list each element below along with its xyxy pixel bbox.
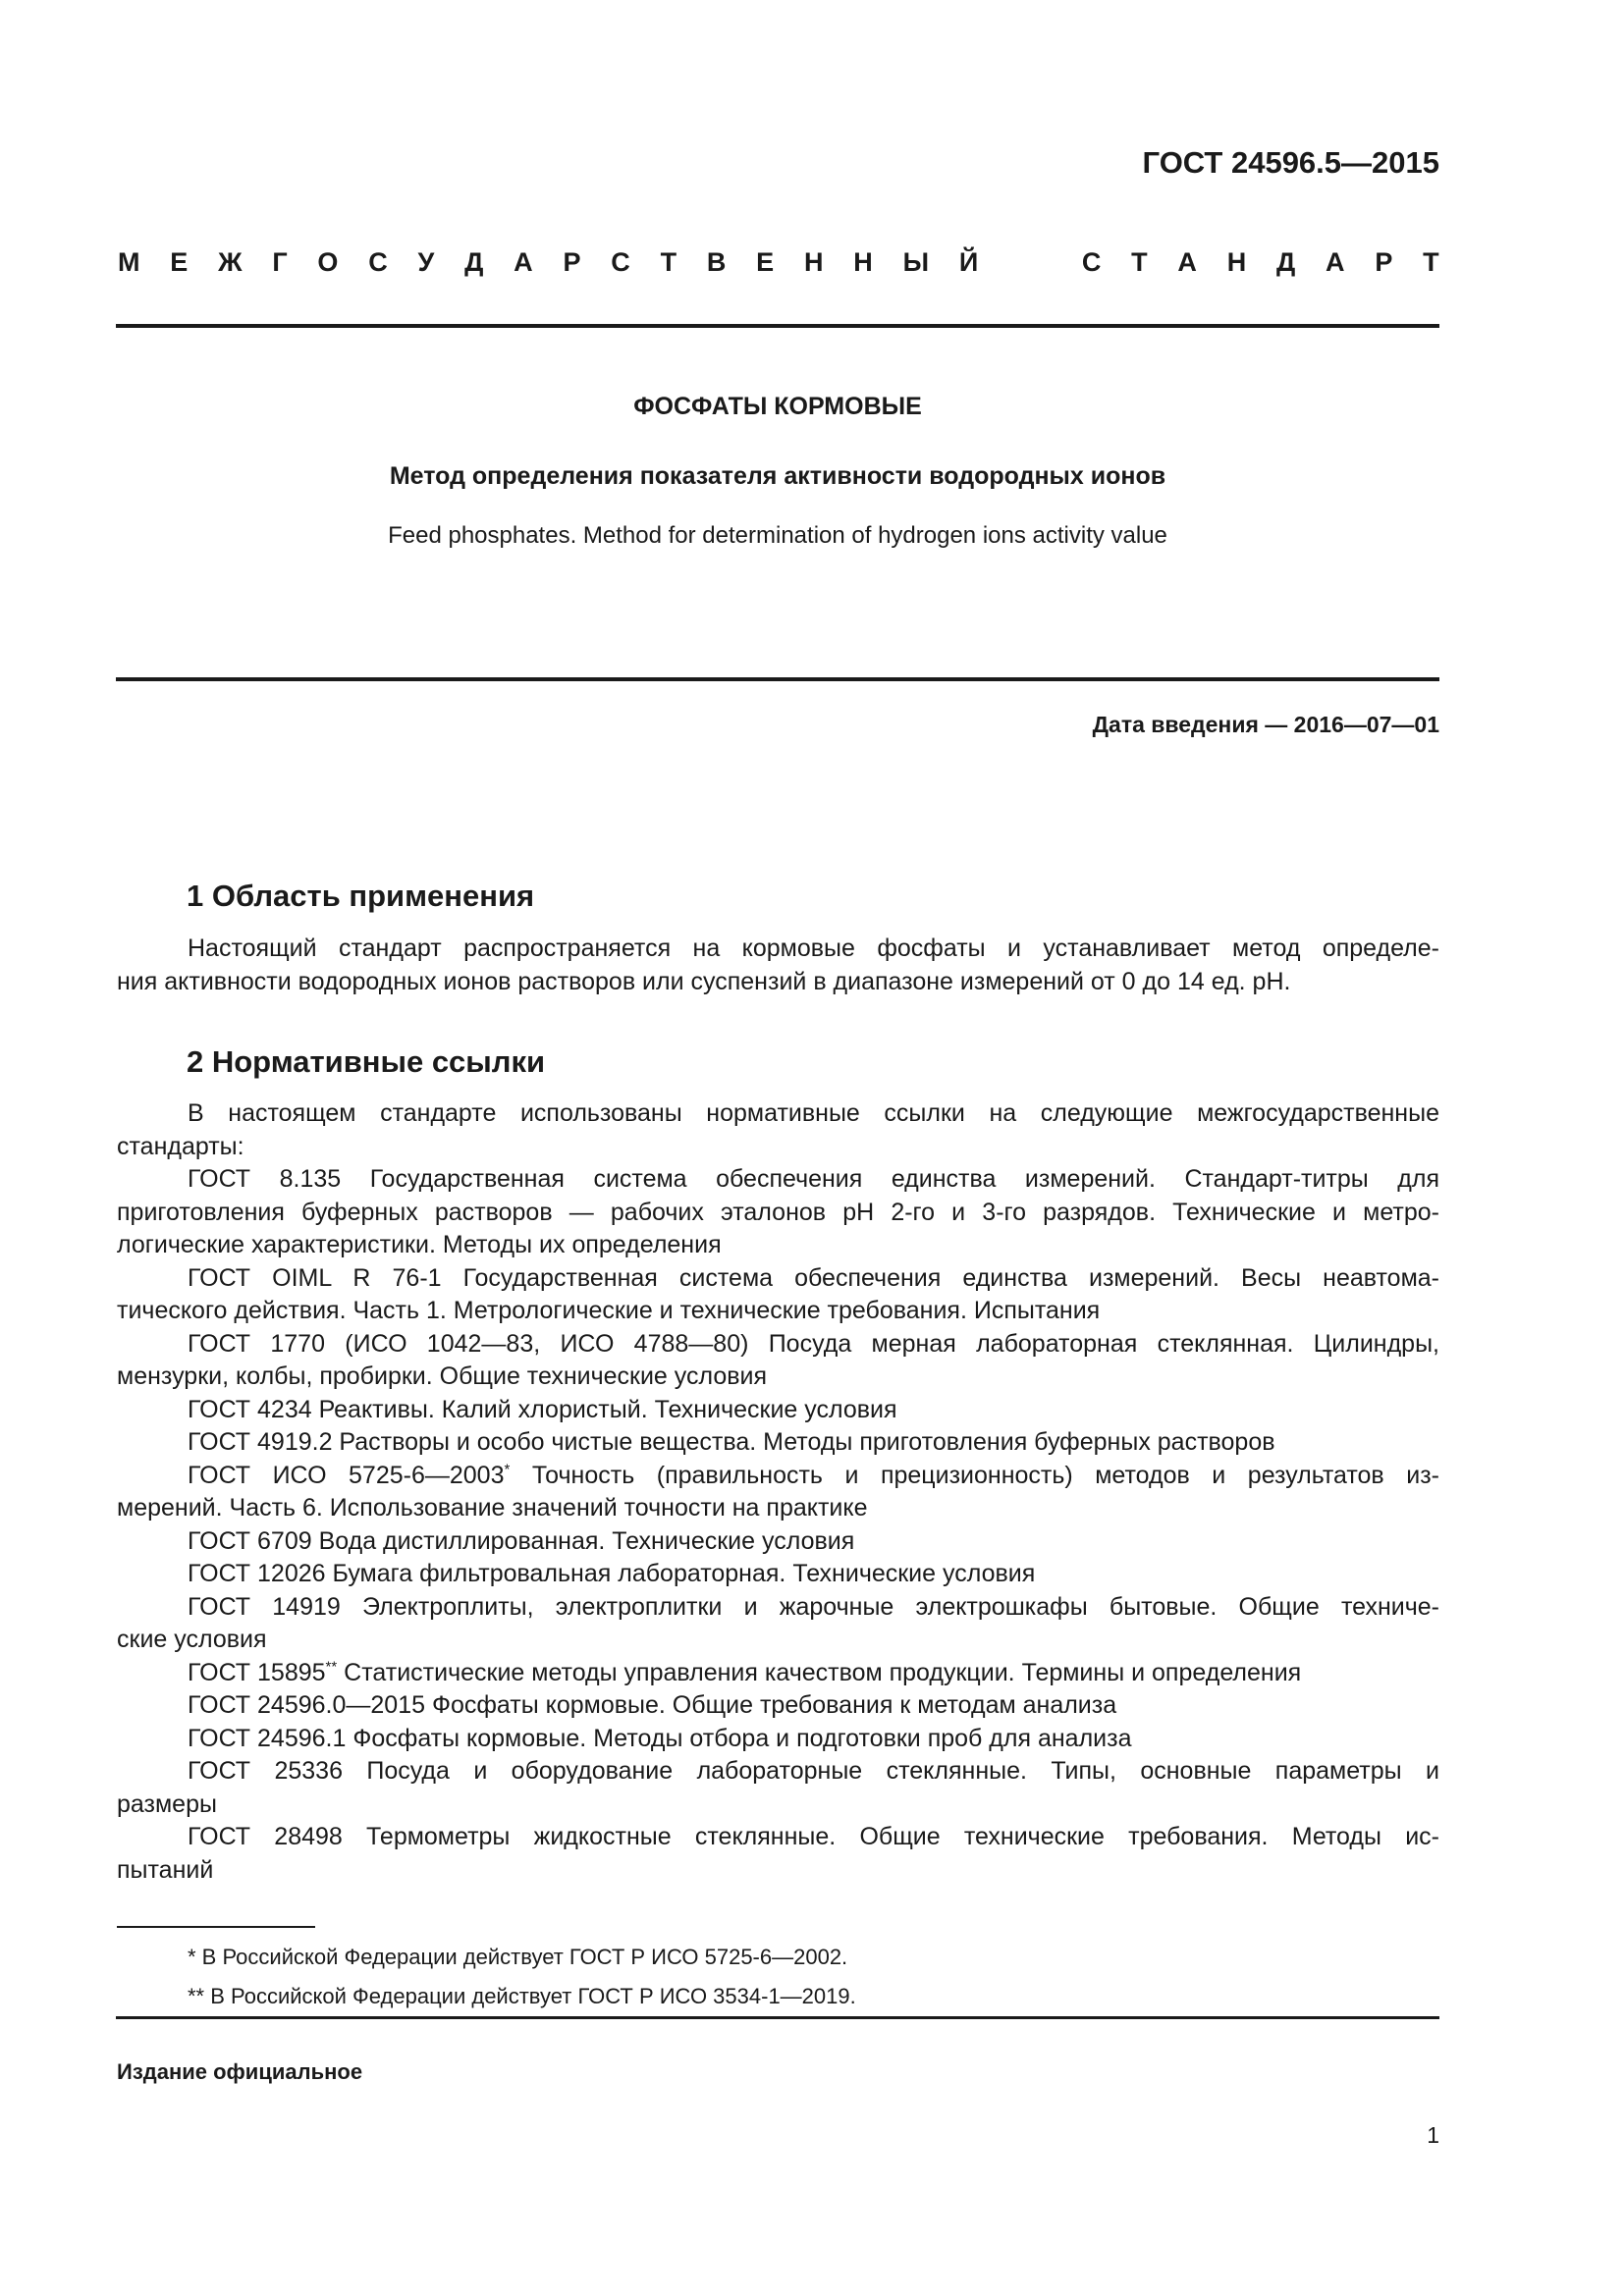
text-line: размеры <box>117 1789 217 1818</box>
section-1-body <box>117 933 1439 998</box>
text-line: ские условия <box>117 1626 267 1653</box>
text-line <box>117 1460 1439 1493</box>
heading-letter: Н <box>803 247 824 277</box>
heading-letter: А <box>514 247 533 277</box>
heading-letter: Д <box>464 247 484 277</box>
page-number: 1 <box>1427 2122 1439 2148</box>
heading-letter: Г <box>272 247 288 277</box>
reference-code: ГОСТ ИСО 5725-6—2003 <box>188 1461 505 1489</box>
section-2-heading: 2 Нормативные ссылки <box>187 1044 546 1079</box>
heading-letter: С <box>1081 247 1102 277</box>
standard-type-heading <box>118 247 1439 278</box>
doc-subtitle: Метод определения показателя активности водородных ионов <box>389 462 1166 490</box>
text-line: приготовления буферных растворов — рабочих эталонов pH 2-го и 3-го разрядов. Технические и метро- <box>117 1198 1439 1226</box>
text-line: тического действия. Часть 1. Метрологические и технические требования. Испытания <box>117 1297 1101 1324</box>
header-rule <box>116 324 1439 328</box>
heading-letter: Т <box>660 247 677 277</box>
text-line: ГОСТ 8.135 Государственная система обеспечения единства измерений. Стандарт-титры для <box>188 1165 1439 1193</box>
text-line: стандарты: <box>117 1132 244 1160</box>
text-line <box>117 1657 1439 1690</box>
heading-letter: М <box>118 247 140 277</box>
heading-letter: Н <box>853 247 873 277</box>
heading-letter: Д <box>1276 247 1296 277</box>
heading-letter: Т <box>1131 247 1148 277</box>
text-line: мензурки, колбы, пробирки. Общие технические условия <box>117 1362 768 1390</box>
letter-gap <box>1008 247 1052 278</box>
heading-letter: О <box>317 247 339 277</box>
section-2-body <box>117 1097 1439 1887</box>
footer-rule <box>116 2016 1439 2019</box>
text-line: пытаний <box>117 1855 214 1884</box>
gost-number: ГОСТ 24596.5—2015 <box>1142 145 1439 180</box>
text-line: ГОСТ OIML R 76-1 Государственная система обеспечения единства измерений. Весы неавтома- <box>188 1263 1439 1292</box>
heading-letter: Й <box>958 247 979 277</box>
heading-letter: Ы <box>902 247 930 277</box>
heading-letter: С <box>368 247 388 277</box>
text-line: ГОСТ 24596.1 Фосфаты кормовые. Методы отбора и подготовки проб для анализа <box>188 1724 1132 1752</box>
heading-letter: А <box>1326 247 1345 277</box>
footnotes <box>117 1938 1439 2016</box>
section-1-heading: 1 Область применения <box>187 879 535 913</box>
title-rule <box>116 677 1439 681</box>
edition-label: Издание официальное <box>117 2059 363 2084</box>
text-line: логические характеристики. Методы их определения <box>117 1231 722 1258</box>
text-line: Настоящий стандарт распространяется на кормовые фосфаты и устанавливает метод определе- <box>188 934 1439 962</box>
text-line: ния активности водородных ионов растворов или суспензий в диапазоне измерений от 0 до 14 ед. pH. <box>117 967 1291 995</box>
heading-letter: В <box>706 247 727 277</box>
text-line: В настоящем стандарте использованы нормативные ссылки на следующие межгосударственные <box>188 1099 1439 1127</box>
heading-letter: Е <box>170 247 189 277</box>
doc-english-title: Feed phosphates. Method for determination of hydrogen ions activity value <box>388 522 1167 549</box>
heading-letter: Р <box>1375 247 1393 277</box>
text-line: ГОСТ 25336 Посуда и оборудование лабораторные стеклянные. Типы, основные параметры и <box>188 1757 1439 1785</box>
heading-letter: Т <box>1423 247 1439 277</box>
heading-letter: Р <box>563 247 581 277</box>
doc-title: ФОСФАТЫ КОРМОВЫЕ <box>633 393 922 420</box>
footnote-rule <box>117 1926 315 1928</box>
text-line: ГОСТ 14919 Электроплиты, электроплитки и жарочные электрошкафы бытовые. Общие техниче- <box>188 1592 1439 1621</box>
footnote-1: * В Российской Федерации действует ГОСТ Р ИСО 5725-6—2002. <box>188 1945 848 1969</box>
heading-letter: С <box>611 247 630 277</box>
text-line: ГОСТ 4919.2 Растворы и особо чистые вещества. Методы приготовления буферных растворов <box>188 1428 1275 1456</box>
heading-letter: А <box>1177 247 1197 277</box>
footnote-marker: * <box>504 1461 511 1478</box>
footnote-marker: ** <box>325 1658 338 1676</box>
heading-letter: Ж <box>218 247 243 277</box>
heading-letter: Е <box>756 247 775 277</box>
text-line: ГОСТ 12026 Бумага фильтровальная лабораторная. Технические условия <box>188 1560 1036 1587</box>
text-line: ГОСТ 24596.0—2015 Фосфаты кормовые. Общие требования к методам анализа <box>188 1691 1117 1719</box>
text-line: ГОСТ 6709 Вода дистиллированная. Технические условия <box>188 1526 855 1555</box>
heading-letter: У <box>417 247 435 277</box>
text-line: ГОСТ 4234 Реактивы. Калий хлористый. Технические условия <box>188 1395 897 1423</box>
footnote-2: ** В Российской Федерации действует ГОСТ Р ИСО 3534-1—2019. <box>188 1984 856 2008</box>
text-line: мерений. Часть 6. Использование значений точности на практике <box>117 1494 868 1522</box>
reference-title: Статистические методы управления качеством продукции. Термины и определения <box>337 1658 1302 1686</box>
reference-title: Точность (правильность и прецизионность) методов и результатов из- <box>510 1461 1439 1489</box>
heading-letter: Н <box>1226 247 1247 277</box>
reference-code: ГОСТ 15895 <box>188 1658 326 1686</box>
text-line: ГОСТ 28498 Термометры жидкостные стеклянные. Общие технические требования. Методы ис- <box>188 1823 1439 1850</box>
text-line: ГОСТ 1770 (ИСО 1042—83, ИСО 4788—80) Посуда мерная лабораторная стеклянная. Цилиндры, <box>188 1329 1439 1358</box>
introduction-date: Дата введения — 2016—07—01 <box>1092 712 1439 737</box>
